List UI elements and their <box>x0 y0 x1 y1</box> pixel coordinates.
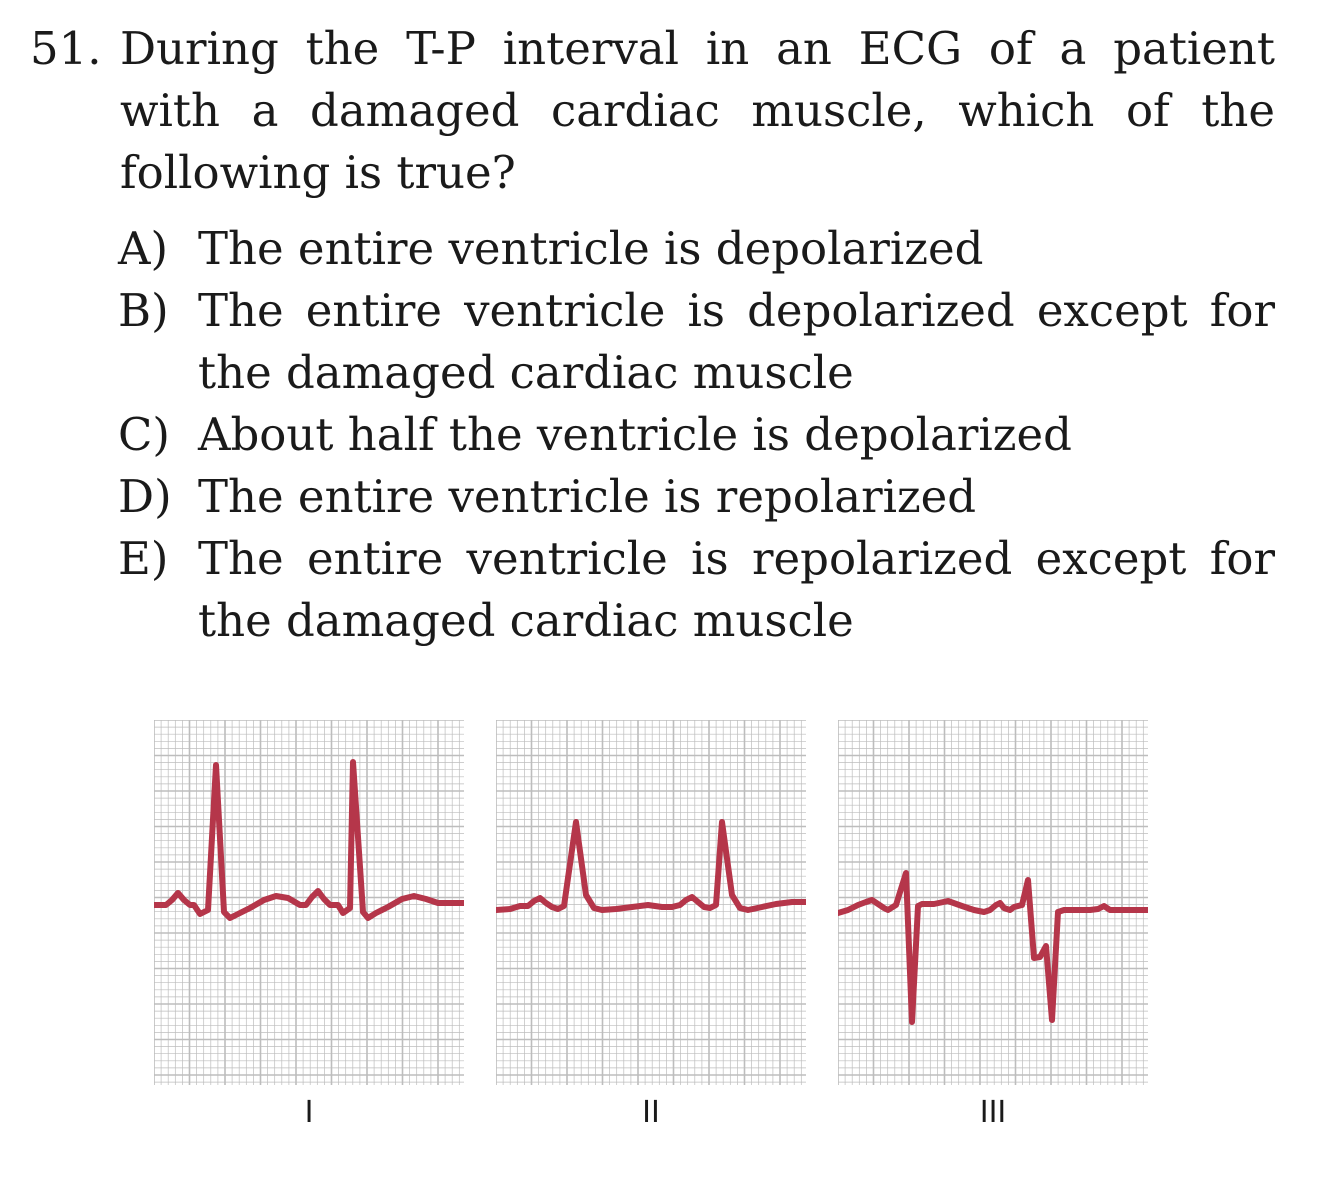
ecg-panel-lead-2 <box>496 720 806 1085</box>
option-text: The entire ventricle is repolarized except for the damaged cardiac muscle <box>198 532 1275 647</box>
option-text: The entire ventricle is depolarized <box>198 222 984 275</box>
option-e[interactable] <box>118 528 1275 652</box>
option-b[interactable] <box>118 280 1275 404</box>
option-d[interactable] <box>118 466 1275 528</box>
option-text: About half the ventricle is depolarized <box>198 408 1072 461</box>
option-letter: B) <box>118 284 169 337</box>
lead-label-3: III <box>979 1095 1007 1130</box>
ecg-grid-background <box>838 720 1148 1085</box>
option-c[interactable] <box>118 404 1275 466</box>
option-letter: C) <box>118 408 170 461</box>
lead-label-2: II <box>642 1095 660 1130</box>
option-letter: D) <box>118 470 172 523</box>
ecg-panel-lead-1 <box>154 720 464 1085</box>
option-text: The entire ventricle is depolarized except for the damaged cardiac muscle <box>198 284 1275 399</box>
answer-options <box>118 218 1275 652</box>
question <box>30 18 1275 204</box>
option-text: The entire ventricle is repolarized <box>198 470 977 523</box>
lead-label-1: I <box>304 1095 314 1130</box>
question-number: 51. <box>30 22 102 75</box>
ecg-panel-lead-3 <box>838 720 1148 1085</box>
option-a[interactable] <box>118 218 1275 280</box>
option-letter: E) <box>118 532 169 585</box>
option-letter: A) <box>118 222 169 275</box>
question-text: During the T-P interval in an ECG of a patient with a damaged cardiac muscle, which of the following is true? <box>120 22 1275 199</box>
